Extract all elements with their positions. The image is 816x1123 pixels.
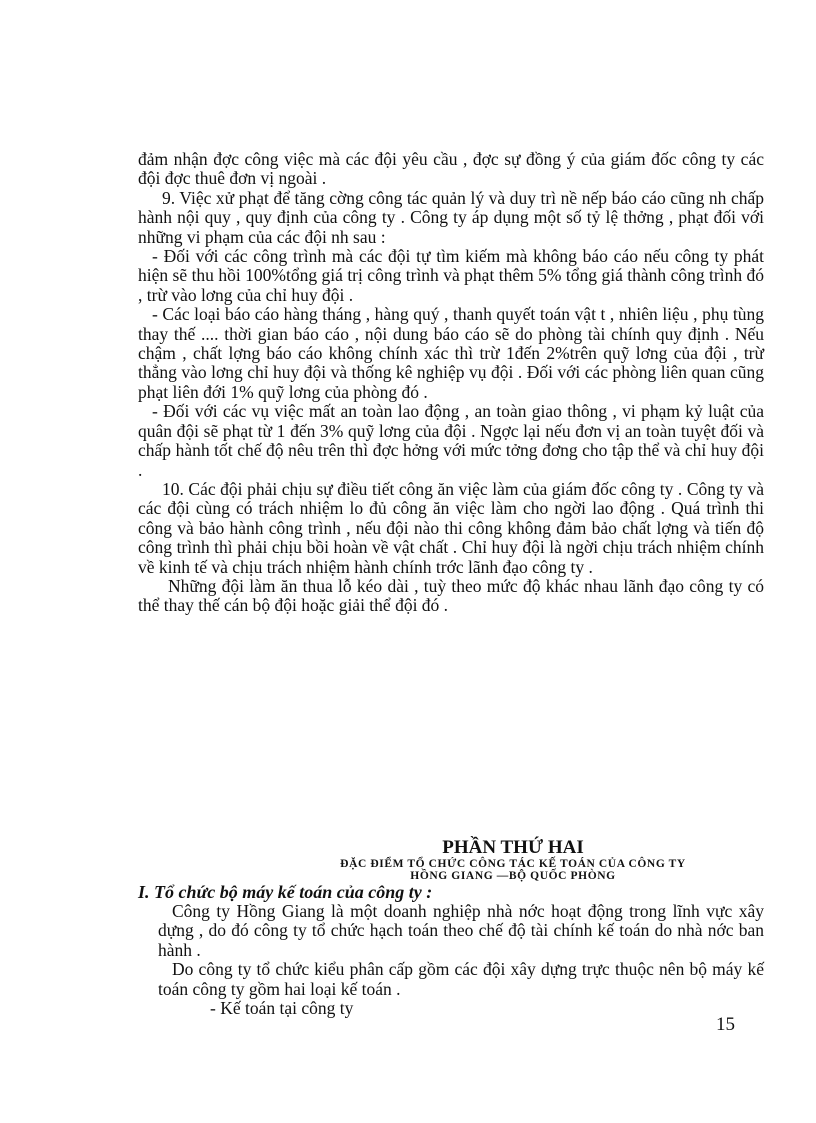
part-title: PHẦN THỨ HAI <box>442 837 584 858</box>
paragraph-item-10: 10. Các đội phải chịu sự điều tiết công ăn việc làm của giám đốc công ty . Công ty và các đội cùng có trách nhiệm lo đủ công ăn việc làm cho ngời lao động . Quá trình thi công và bảo hành công trình , nếu đội nào thi công không đảm bảo chất lợng và tiến độ công trình thì phải chịu bồi hoàn về vật chất . Chỉ huy đội là ngời chịu trách nhiệm chính về kinh tế và chịu trách nhiệm hành chính trớc lãnh đạo công ty . <box>138 478 764 577</box>
paragraph-continuation: đảm nhận đợc công việc mà các đội yêu cầu , đợc sự đồng ý của giám đốc công ty các đội đợc thuê đơn vị ngoài . <box>138 149 764 189</box>
paragraph-bullet-unreported-projects: - Đối với các công trình mà các đội tự tìm kiếm mà không báo cáo nếu công ty phát hiện sẽ thu hồi 100%tổng giá trị công trình và phạt thêm 5% tổng giá thành công trình đó , trừ vào lơng của chỉ huy đội . <box>138 246 764 305</box>
list-item: - Kế toán tại công ty <box>210 998 354 1019</box>
page-number: 15 <box>716 1014 735 1035</box>
section-body <box>138 902 764 1018</box>
paragraph-bullet-safety: - Đối với các vụ việc mất an toàn lao động , an toàn giao thông , vi phạm kỷ luật của quân đội sẽ phạt từ 1 đến 3% quỹ lơng của đội . Ngợc lại nếu đơn vị an toàn tuyệt đối và chấp hành tốt chế độ nêu trên thì đợc hởng với mức tởng đơng cho tập thể và chỉ huy đội . <box>138 401 764 480</box>
section-paragraph-2: Do công ty tổ chức kiểu phân cấp gồm các đội xây dựng trực thuộc nên bộ máy kế toán công ty gồm hai loại kế toán . <box>158 959 764 999</box>
part-subtitle-line1: ĐẶC ĐIỂM TỔ CHỨC CÔNG TÁC KẾ TOÁN CỦA CÔNG TY <box>340 858 686 870</box>
paragraph-bullet-reports: - Các loại báo cáo hàng tháng , hàng quý , thanh quyết toán vật t , nhiên liệu , phụ tùng thay thế .... thời gian báo cáo , nội dung báo cáo sẽ do phòng tài chính quy định . Nếu chậm , chất lợng báo cáo không chính xác thì trừ 1đến 2%trên quỹ lơng của đội , trừ thẳng vào lơng chỉ huy đội và thống kê nghiệp vụ đội . Đối với các phòng liên quan cũng phạt liên đới 1% quỹ lơng của phòng đó . <box>138 304 764 402</box>
paragraph-item-9: 9. Việc xử phạt để tăng cờng công tác quản lý và duy trì nề nếp báo cáo cũng nh chấp hành nội quy , quy định của công ty . Công ty áp dụng một số tỷ lệ thởng , phạt đối với những vi phạm của các đội nh sau : <box>138 187 764 247</box>
part-subtitle-line2: HỒNG GIANG —BỘ QUỐC PHÒNG <box>410 870 616 882</box>
section-paragraph-1: Công ty Hồng Giang là một doanh nghiệp nhà nớc hoạt động trong lĩnh vực xây dựng , do đó công ty tổ chức hạch toán theo chế độ tài chính kế toán do nhà nớc ban hành . <box>158 901 764 960</box>
part-two-section <box>138 838 764 1018</box>
paragraph-losses: Những đội làm ăn thua lỗ kéo dài , tuỳ theo mức độ khác nhau lãnh đạo công ty có thể thay thế cán bộ đội hoặc giải thể đội đó . <box>138 575 764 616</box>
body-text <box>138 150 764 616</box>
section-heading: I. Tổ chức bộ máy kế toán của công ty : <box>138 882 433 902</box>
